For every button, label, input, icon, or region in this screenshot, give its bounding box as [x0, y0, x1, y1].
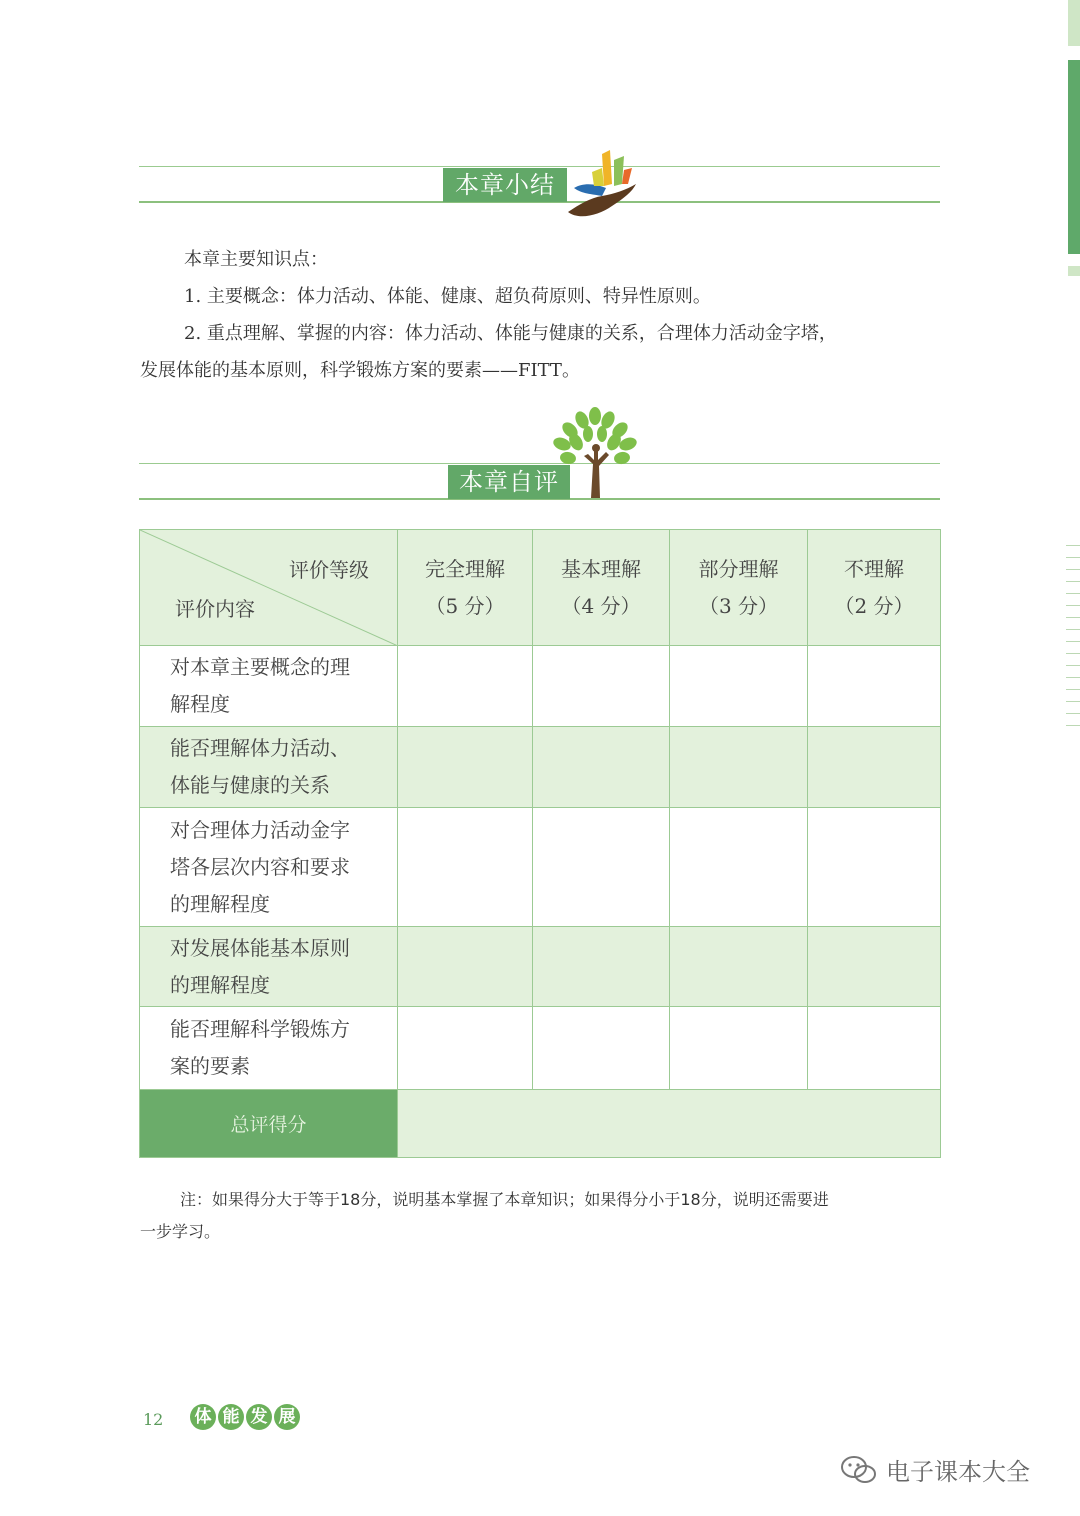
table-row: [140, 727, 941, 808]
score-cell[interactable]: [533, 1007, 670, 1090]
score-cell[interactable]: [398, 727, 533, 808]
score-cell[interactable]: [808, 808, 941, 927]
book-title-char: 展: [274, 1404, 300, 1430]
note: [140, 1184, 942, 1248]
header-grade-label: 评价等级: [289, 558, 369, 582]
column-header-none: [808, 530, 941, 646]
summary-intro: 本章主要知识点：: [184, 249, 328, 270]
edge-tab-light: [1068, 0, 1080, 46]
book-title-char: 体: [190, 1404, 216, 1430]
table-row: [140, 646, 941, 727]
score-cell[interactable]: [670, 808, 808, 927]
summary-point-2-line-2: 发展体能的基本原则，科学锻炼方案的要素——FITT。: [140, 360, 580, 381]
score-cell[interactable]: [808, 927, 941, 1007]
score-cell[interactable]: [398, 808, 533, 927]
tree-icon: [548, 406, 642, 500]
score-cell[interactable]: [808, 646, 941, 727]
score-cell[interactable]: [808, 727, 941, 808]
diagonal-line: [140, 530, 398, 646]
total-label: 总评得分: [140, 1090, 398, 1158]
row-label: 对发展体能基本原则 的理解程度: [140, 927, 398, 1007]
edge-tab-light: [1068, 266, 1080, 276]
score-cell[interactable]: [670, 727, 808, 808]
summary-point-1: 1. 主要概念：体力活动、体能、健康、超负荷原则、特异性原则。: [184, 286, 711, 307]
wechat-icon: [840, 1454, 878, 1486]
column-score: （4 分）: [561, 593, 641, 618]
hands-icon: [562, 148, 642, 222]
row-label: 能否理解体力活动、 体能与健康的关系: [140, 727, 398, 808]
book-title-char: 发: [246, 1404, 272, 1430]
section-rule-top: [139, 166, 940, 167]
column-header-partial: [670, 530, 808, 646]
table-row: [140, 927, 941, 1007]
summary-point-2-line-1: 2. 重点理解、掌握的内容：体力活动、体能与健康的关系，合理体力活动金字塔，: [184, 323, 837, 344]
column-score: （3 分）: [698, 593, 779, 618]
book-title-char: 能: [218, 1404, 244, 1430]
table-row: [140, 808, 941, 927]
diagonal-header-cell: [140, 530, 398, 646]
row-label: 对合理体力活动金字 塔各层次内容和要求 的理解程度: [140, 808, 398, 927]
total-score-cell[interactable]: [398, 1090, 941, 1158]
table-row: [140, 1007, 941, 1090]
watermark: [840, 1452, 1030, 1487]
book-title-logo: [190, 1404, 300, 1430]
note-line-1: 注：如果得分大于等于18分，说明基本掌握了本章知识；如果得分小于18分，说明还需要进: [180, 1190, 829, 1209]
row-label: 能否理解科学锻炼方 案的要素: [140, 1007, 398, 1090]
column-label: 部分理解: [698, 556, 779, 581]
column-label: 不理解: [844, 556, 904, 581]
score-cell[interactable]: [398, 646, 533, 727]
column-score: （5 分）: [425, 593, 505, 618]
score-cell[interactable]: [670, 646, 808, 727]
page-number: 12: [143, 1410, 164, 1429]
summary-title: 本章小结: [443, 168, 567, 202]
table-header-row: [140, 530, 941, 646]
self-eval-table: [139, 529, 941, 1158]
column-header-full: [398, 530, 533, 646]
column-label: 基本理解: [561, 556, 641, 581]
edge-tab: [1068, 60, 1080, 254]
self-eval-title: 本章自评: [448, 465, 570, 499]
score-cell[interactable]: [533, 808, 670, 927]
total-row: [140, 1090, 941, 1158]
row-label: 对本章主要概念的理 解程度: [140, 646, 398, 727]
score-cell[interactable]: [533, 927, 670, 1007]
column-label: 完全理解: [425, 556, 505, 581]
watermark-text: 电子课本大全: [886, 1458, 1030, 1486]
score-cell[interactable]: [533, 646, 670, 727]
section-rule-top: [139, 463, 940, 464]
score-cell[interactable]: [808, 1007, 941, 1090]
header-content-label: 评价内容: [175, 597, 255, 621]
score-cell[interactable]: [398, 927, 533, 1007]
column-score: （2 分）: [834, 593, 914, 618]
score-cell[interactable]: [398, 1007, 533, 1090]
score-cell[interactable]: [670, 1007, 808, 1090]
score-cell[interactable]: [533, 727, 670, 808]
note-line-2: 一步学习。: [140, 1222, 221, 1241]
score-cell[interactable]: [670, 927, 808, 1007]
column-header-basic: [533, 530, 670, 646]
